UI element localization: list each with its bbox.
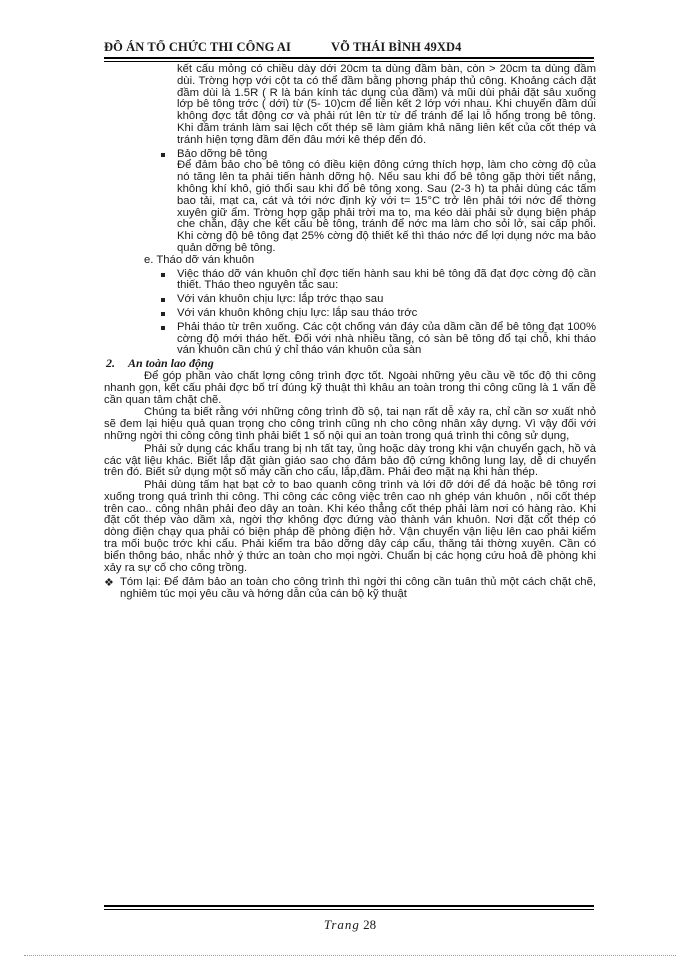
curing-text: Để đảm bảo cho bê tông có điều kiện đông cứng thích hợp, làm cho cờng độ của nó tăng lên ta phải tiến hành dỡng hộ. Nếu sau khi đổ bê tông gặp thời tiết nắng, không khí khô, gió thổi sau khi đổ bê tông xong. Sau (2-3 h) ta phải dùng các tấm bao tải, mạt ca, cát và tới nớc định kỳ với t= 15°C trở lên phải tới nớc để thờng xuyên giữ ẩm. Trờng hợp gặp phải trời ma to, ma kéo dài phải sử dụng biện pháp che chắn, đậy che kết cấu bê tông, tránh để nớc ma làm cho sỏi lở, sai cấp phối. Khi cờng độ bê tông đạt 25% cờng độ thiết kế thì tháo nớc để lợi dụng nớc ma bảo quản dỡng bê tông. [177, 159, 596, 254]
formwork-text-4: Phải tháo từ trên xuống. Các cột chống ván đáy của dầm cần để bê tông đạt 100% cờng độ mới tháo hết. Đối với nhà nhiều tầng, có sàn bê tông đổ tại chỗ, khi tháo ván khuôn cần chú ý chỉ tháo ván khuôn của sàn [177, 320, 596, 357]
header-rule-thin [104, 61, 594, 62]
bullet-formwork-2 [104, 294, 596, 306]
formwork-text-1: Việc tháo dỡ ván khuôn chỉ đợc tiến hành sau khi bê tông đã đạt đợc cờng độ cần thiết. Tháo theo nguyên tắc sau: [177, 267, 596, 292]
square-bullet-icon [161, 153, 165, 157]
square-bullet-icon [161, 312, 165, 316]
formwork-heading: e. Tháo dỡ ván khuôn [144, 253, 255, 266]
section-number: 2. [106, 356, 115, 371]
page-number: 28 [363, 917, 377, 932]
bullet-formwork-3 [104, 308, 596, 320]
safety-paragraph-2: Chúng ta biết rằng với những công trình đồ sộ, tai nạn rất dễ xảy ra, chỉ cần sơ xuất nhỏ sẽ đem lại hiệu quả quan trọng cho công trình cũng nh cho công nhân xây dựng. Vì vậy đối với những ngời thi công công tình phải biết 1 số nội qui an toàn trong quá trình thi công sử dụng, [104, 406, 596, 442]
footer-rule-thin [104, 909, 594, 910]
formwork-text-2: Với ván khuôn chịu lực: lắp trớc thạo sau [177, 293, 384, 306]
square-bullet-icon [161, 273, 165, 277]
section-heading-safety [104, 358, 596, 370]
curing-title: Bảo dỡng bê tông [177, 147, 268, 160]
safety-paragraph-4: Phải dùng tấm hạt bạt cở to bao quanh công trình và lới đỡ dới để đá hoặc bê tông rơi xuống trong quá trình thi công. Thi công các công việc trên cao nh ghép ván khuôn , nối cốt thép trên cao.. công nhân phải đeo dây an toàn. Khi kéo thẳng cốt thép phải làm nơi có hàng rào. Khi đặt cốt thép vào dầm xà, ngời thợ không đợc đứng vào thành ván khuôn. Nơi đặt cốt thép có dòng điện chạy qua phải có biện pháp đề phòng điện hở. Vận chuyển vận liệu lên cao phải kiểm tra mối buộc trớc khi cẩu. Phải kiểm tra bảo dỡng dây cáp cẩu, thăng tải thờng xuyên. Cần có biển thông báo, nhắc nhở ý thức an toàn cho mọi ngời. Chuẩn bị các họng cứu hoả đề phòng khi xảy ra sự cố cho công trồng. [104, 479, 596, 574]
square-bullet-icon [161, 326, 165, 330]
bullet-formwork-1 [104, 269, 596, 293]
footer-rule-thick [104, 905, 594, 907]
header-project-title: ĐỒ ÁN TỔ CHỨC THI CÔNG AI [104, 40, 292, 54]
square-bullet-icon [161, 298, 165, 302]
compaction-text: kết cấu mỏng có chiều dày dới 20cm ta dùng đầm bàn, còn > 20cm ta dùng đầm dùi. Trờng hợp với cột ta có thể đầm bằng phơng pháp thủ công. Khoảng cách đặt đầm dùi là 1.5R ( R là bán kính tác dụng của đầm) và mũi dùi phải đặt sâu xuống lớp bê tông trớc ( dới) từ (5- 10)cm để liên kết 2 lớp với nhau. Khi chuyển đầm dùi không đợc tắt động cơ và phải rút lên từ từ để tránh để lại lỗ hổng trong bê tông. Khi đầm tránh làm sai lệch cốt thép sẽ làm giảm khả năng liên kết của cốt thép và tránh hiện tợng đầm đến đâu mới kê thép đến đó. [177, 63, 596, 146]
page-header [104, 40, 594, 55]
summary-text: Tóm lại: Để đảm bảo an toàn cho công trình thì ngời thi công cần tuân thủ một cách chặt chẽ, nghiêm túc mọi yêu cầu và hớng dẫn của cán bộ kỹ thuật [120, 576, 596, 601]
section-title: An toàn lao động [128, 356, 214, 371]
header-author: VÕ THÁI BÌNH 49XD4 [331, 40, 462, 54]
diamond-bullet-icon: ❖ [104, 577, 114, 590]
bullet-curing [104, 149, 596, 255]
summary-block [104, 577, 596, 601]
page-label: Trang [323, 917, 360, 932]
formwork-text-3: Với ván khuôn không chịu lực: lắp sau tháo trớc [177, 306, 418, 319]
safety-paragraph-1: Để góp phần vào chất lợng công trình đợc tốt. Ngoài những yêu cầu về tốc độ thi công nhanh gọn, kết cấu phải đợc bố trí đúng kỹ thuật thì khâu an toàn trong thi công cũng là 1 vấn đề cần quan tâm chặt chẽ. [104, 369, 596, 406]
page-break-divider [24, 955, 676, 956]
bullet-formwork-4 [104, 322, 596, 357]
header-rule-thick [104, 57, 594, 59]
page-footer [0, 917, 700, 933]
safety-paragraph-3: Phải sử dụng các khẩu trang bị nh tất tay, ủng hoặc dày trong khi vận chuyển gạch, hồ và các vật liệu khác. Biết lắp đặt giàn giáo sao cho đảm bảo độ cứng không lung lay, dễ di chuyển trên đó. Biết sử dụng một số máy cần cho cẩu, lắp,đầm. Phải đeo mặt nạ khi hàn thép. [104, 442, 596, 479]
document-body [104, 64, 596, 601]
